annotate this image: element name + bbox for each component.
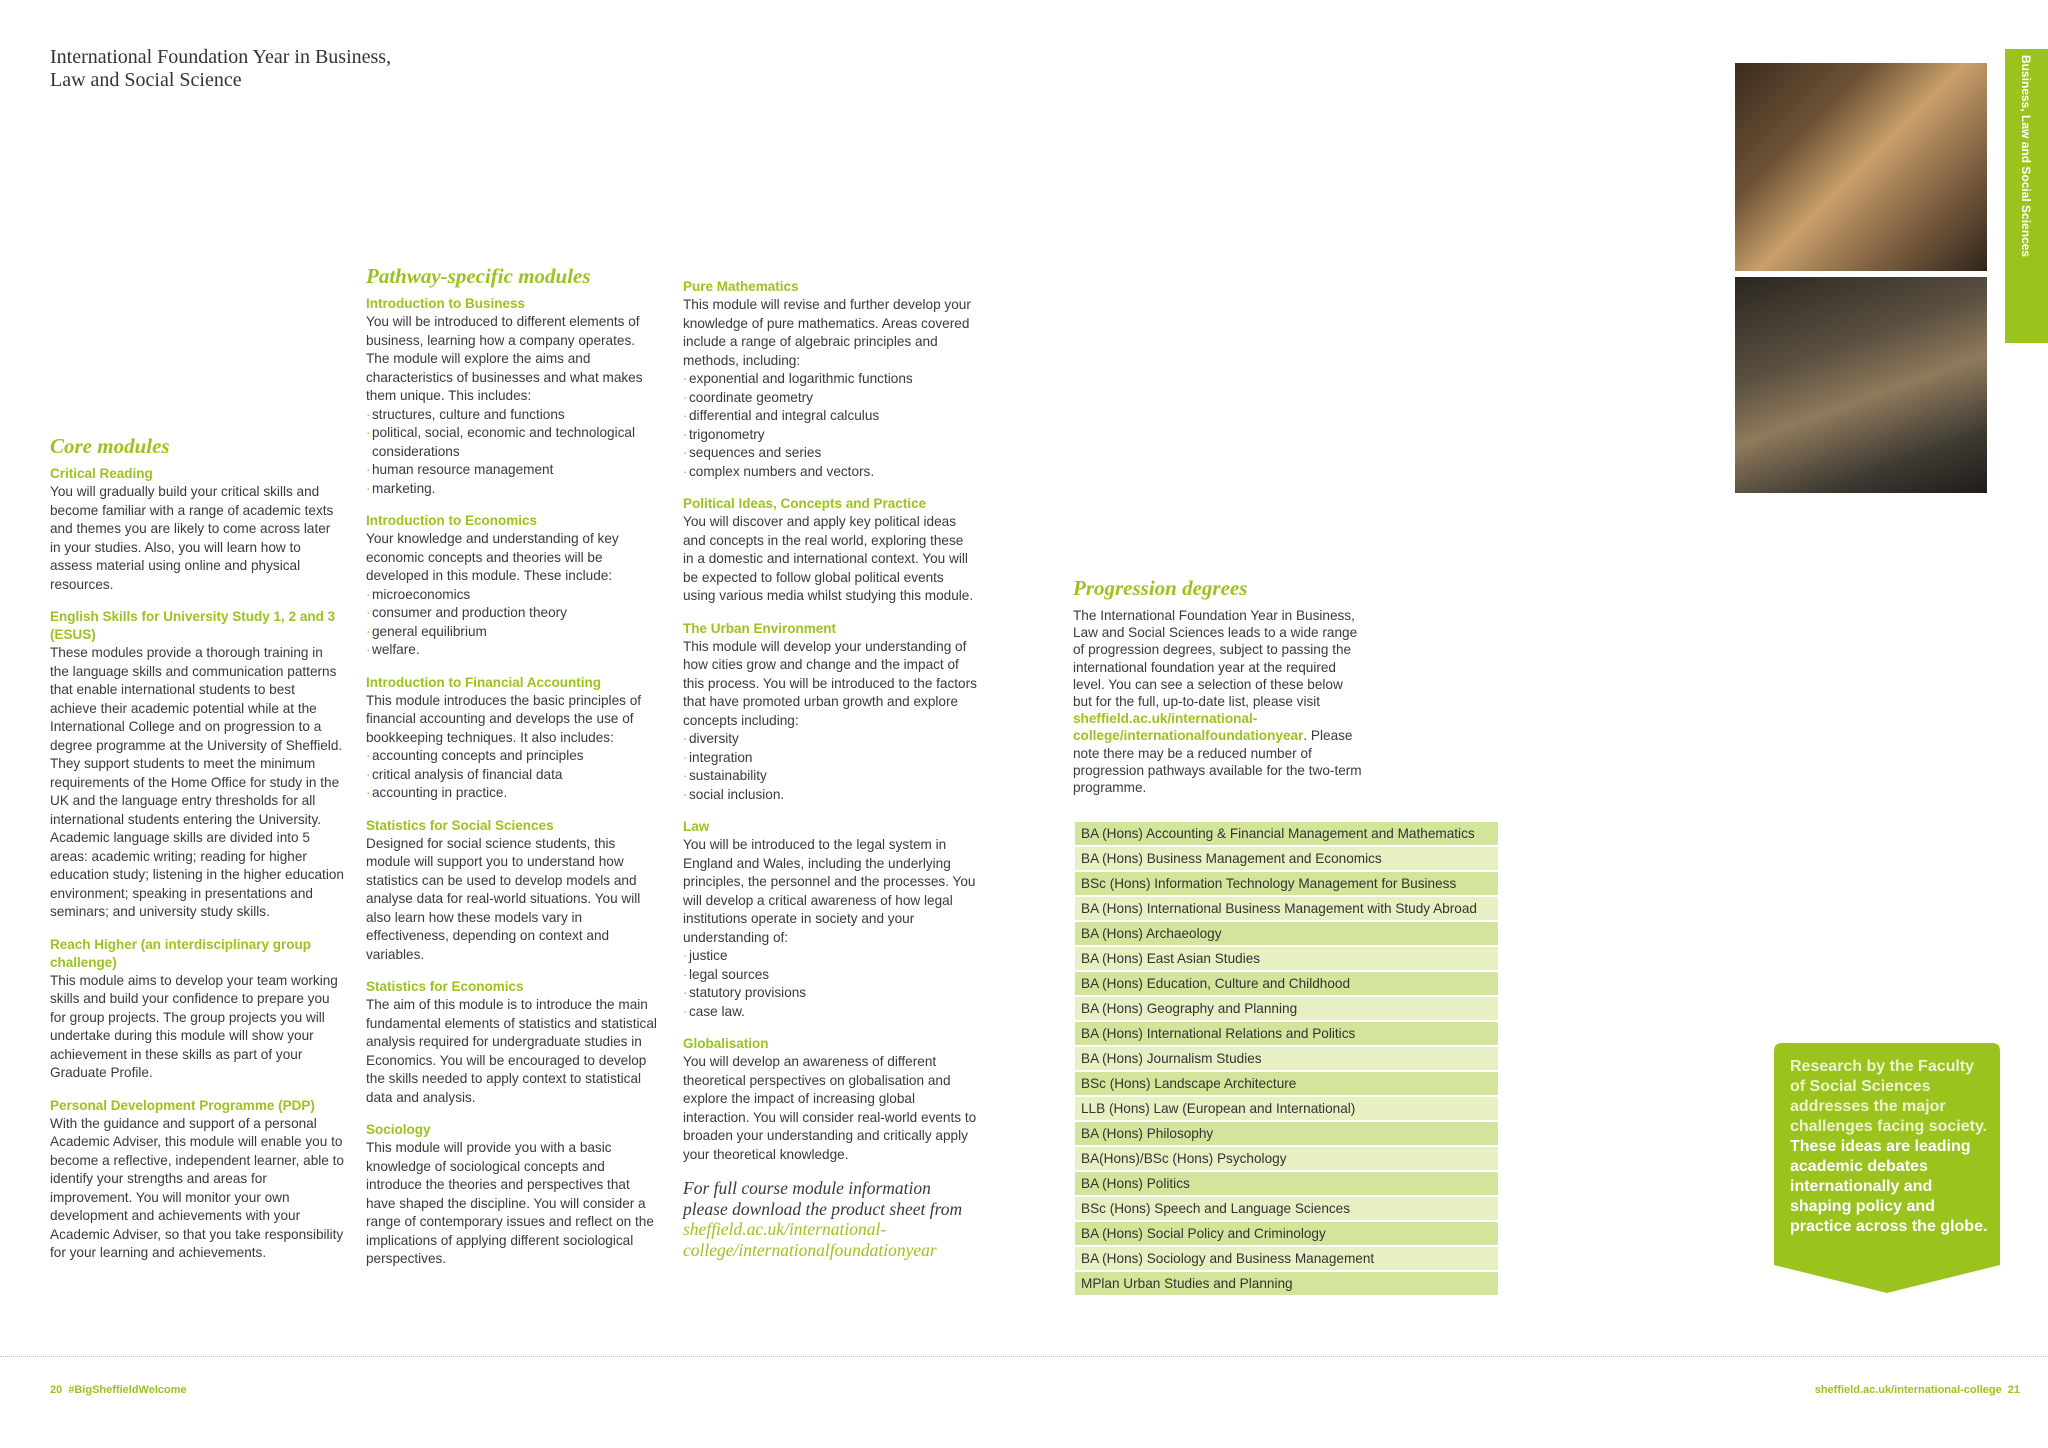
module-title: Reach Higher (an interdisciplinary group challenge) — [50, 936, 312, 970]
research-quote-part1: Research by the Faculty of Social Sciences addresses the major challenges facing society. — [1790, 1058, 1988, 1135]
module-description: You will discover and apply key political ideas and concepts in the real world, exploring these in a domestic and international context. You will be expected to follow global political events using various media whilst studying this module. — [683, 514, 974, 603]
module-description: These modules provide a thorough training in the language skills and communication patterns that enable international students to best achieve their academic potential while at the International College and on progression to a degree programme at the University of Sheffield. They support students to meet the minimum requirements of the Home Office for study in the UK and the language entry thresholds for all international students entering the University. Academic language skills are divided into 5 areas: academic writing; reading for higher education study; listening in the higher education environment; speaking in presentations and seminars; and university study skills. — [50, 645, 344, 919]
module-description: You will gradually build your critical skills and become familiar with a range of academic texts and themes you are likely to come across later in your studies. Also, you will learn how to assess material using online and physical resources. — [50, 484, 334, 592]
module-bullet: · microeconomics — [372, 586, 660, 605]
module-bullet: · general equilibrium — [372, 623, 660, 642]
pathway-modules-list — [366, 295, 660, 1269]
module-description: You will be introduced to different elements of business, learning how a company operates. The module will explore the aims and characteristics of businesses and what makes them unique. This includes: — [366, 314, 643, 403]
module-title: Sociology — [366, 1122, 431, 1137]
full-course-info-note — [683, 1178, 977, 1260]
degree-row: BSc (Hons) Landscape Architecture — [1075, 1072, 1498, 1095]
document-title: International Foundation Year in Business, Law and Social Science — [50, 46, 392, 91]
degree-row: BA (Hons) Accounting & Financial Management and Mathematics — [1075, 822, 1498, 845]
module-bullet: · justice — [689, 947, 977, 966]
progression-intro — [1073, 607, 1363, 796]
module-description: With the guidance and support of a personal Academic Adviser, this module will enable you to become a reflective, independent learner, able to identify your strengths and areas for improvement. You will monitor your own development and achievements with your Academic Adviser, so that you take responsibility for your learning and achievements. — [50, 1115, 344, 1260]
footer-url[interactable]: sheffield.ac.uk/international-college — [1814, 1384, 2002, 1396]
pathway-modules-heading: Pathway-specific modules — [366, 264, 591, 288]
pathway-modules-column-2 — [683, 278, 977, 1260]
module-title: Introduction to Economics — [366, 513, 537, 528]
module-bullet: · accounting in practice. — [372, 784, 660, 803]
student-studying-photo — [1735, 277, 1987, 493]
module-title: Statistics for Social Sciences — [366, 817, 554, 833]
module-bullet: · trigonometry — [689, 426, 977, 445]
module-block — [683, 495, 977, 606]
right-page-number: 21 — [2007, 1384, 2020, 1396]
section-side-tab — [2005, 49, 2048, 343]
footer-left — [50, 1384, 193, 1396]
module-block — [50, 1097, 344, 1263]
progression-heading: Progression degrees — [1073, 576, 1248, 600]
degree-row: BA (Hons) Education, Culture and Childhood — [1075, 972, 1498, 995]
module-block — [50, 936, 344, 1083]
full-course-info-text: For full course module information please download the product sheet from — [683, 1178, 963, 1219]
module-block — [50, 465, 344, 594]
degree-row: BSc (Hons) Speech and Language Sciences — [1075, 1197, 1498, 1220]
module-block — [50, 608, 344, 922]
module-block — [366, 817, 660, 965]
core-modules-list — [50, 465, 344, 1263]
module-bullet: · exponential and logarithmic functions — [689, 370, 977, 389]
module-description: This module will revise and further develop your knowledge of pure mathematics. Areas covered include a range of algebraic principles and methods, including: — [683, 297, 971, 368]
module-description: This module introduces the basic principles of financial accounting and develops the use of bookkeeping techniques. It also includes: — [366, 692, 642, 745]
module-bullet: · complex numbers and vectors. — [689, 463, 977, 482]
degree-row: LLB (Hons) Law (European and International) — [1075, 1097, 1498, 1120]
module-bullet: · accounting concepts and principles — [372, 747, 660, 766]
module-description: Your knowledge and understanding of key economic concepts and theories will be developed in this module. These include: — [366, 531, 619, 583]
module-bullet: · sustainability — [689, 767, 977, 786]
degree-row: BA (Hons) Politics — [1075, 1172, 1498, 1195]
module-bullet: · consumer and production theory — [372, 604, 660, 623]
left-page-number: 20 — [50, 1384, 63, 1396]
module-block — [366, 512, 660, 660]
research-quote-text — [1790, 1057, 1990, 1237]
degree-row: BA(Hons)/BSc (Hons) Psychology — [1075, 1147, 1498, 1170]
footer-divider — [0, 1356, 2048, 1357]
module-description: This module will develop your understanding of how cities grow and change and the impact of this process. You will be introduced to the factors that have promoted urban growth and explore concepts including: — [683, 638, 977, 728]
degree-row: BA (Hons) Business Management and Economics — [1075, 847, 1498, 870]
footer-right — [1815, 1384, 2026, 1396]
module-title: Statistics for Economics — [366, 979, 524, 994]
degree-row: BA (Hons) Sociology and Business Management — [1075, 1247, 1498, 1270]
module-bullet: · human resource management — [372, 461, 660, 480]
module-title: Introduction to Business — [366, 296, 526, 311]
module-description: You will be introduced to the legal system in England and Wales, including the underlying principles, the personnel and the processes. You will develop a critical awareness of how legal institutions operate in society and your understanding of: — [683, 837, 976, 945]
module-bullet-list — [683, 947, 977, 1021]
module-description: This module aims to develop your team working skills and build your confidence to prepare you for group projects. The group projects you will undertake during this module will show your achievement in these skills as part of your Graduate Profile. — [50, 972, 338, 1080]
module-block — [366, 674, 660, 803]
module-title: Globalisation — [683, 1036, 769, 1051]
module-bullet-list — [683, 730, 977, 804]
progression-intro-link[interactable]: sheffield.ac.uk/international-college/internationalfoundationyear — [1073, 711, 1304, 744]
module-title: English Skills for University Study 1, 2 and 3 (ESUS) — [50, 609, 336, 642]
module-bullet: · social inclusion. — [689, 786, 977, 805]
module-bullet: · differential and integral calculus — [689, 407, 977, 426]
module-bullet: · marketing. — [372, 480, 660, 499]
full-course-info-link[interactable]: sheffield.ac.uk/international-college/internationalfoundationyear — [683, 1219, 937, 1260]
module-title: Law — [683, 819, 710, 834]
module-bullet-list — [683, 370, 977, 481]
degree-row: BA (Hons) Geography and Planning — [1075, 997, 1498, 1020]
module-block — [683, 620, 977, 805]
degree-row: BA (Hons) Archaeology — [1075, 922, 1498, 945]
module-bullet: · critical analysis of financial data — [372, 766, 660, 785]
pathway-modules-column — [366, 264, 660, 1283]
students-discussion-photo — [1735, 63, 1987, 271]
module-title: The Urban Environment — [683, 620, 837, 636]
module-bullet: · diversity — [689, 730, 977, 749]
module-bullet-list — [366, 747, 660, 803]
module-bullet: · statutory provisions — [689, 984, 977, 1003]
progression-intro-note: . Please note there may be a reduced number of progression pathways available for the two-term programme. — [1073, 728, 1362, 796]
module-block — [366, 978, 660, 1107]
module-bullet: · political, social, economic and technological considerations — [372, 424, 660, 461]
module-title: Pure Mathematics — [683, 279, 799, 294]
degree-row: BA (Hons) International Business Management with Study Abroad — [1075, 897, 1498, 920]
degree-row: BA (Hons) International Relations and Politics — [1075, 1022, 1498, 1045]
degree-row: BA (Hons) Social Policy and Criminology — [1075, 1222, 1498, 1245]
module-description: Designed for social science students, this module will support you to understand how statistics can be used to develop models and analyse data for real-world situations. You will also learn how these models vary in effectiveness, depending on context and variables. — [366, 835, 641, 962]
module-title: Political Ideas, Concepts and Practice — [683, 496, 927, 511]
module-bullet: · structures, culture and functions — [372, 406, 660, 425]
module-block — [366, 295, 660, 498]
module-title: Introduction to Financial Accounting — [366, 674, 601, 690]
pathway-modules-list-2 — [683, 278, 977, 1164]
degree-row: BSc (Hons) Information Technology Management for Business — [1075, 872, 1498, 895]
progression-degrees-list — [1075, 822, 1498, 1297]
module-block — [683, 818, 977, 1021]
module-bullet: · integration — [689, 749, 977, 768]
core-modules-column — [50, 434, 344, 1277]
module-block — [366, 1121, 660, 1269]
degree-row: BA (Hons) Journalism Studies — [1075, 1047, 1498, 1070]
research-quote-part2: These ideas are leading academic debates internationally and shaping policy and practice across the globe. — [1790, 1138, 1988, 1235]
module-bullet-list — [366, 406, 660, 499]
module-description: You will develop an awareness of different theoretical perspectives on globalisation and explore the impact of increasing global interaction. You will consider real-world events to broaden your understanding and critically apply your theoretical knowledge. — [683, 1054, 977, 1162]
progression-column — [1073, 576, 1363, 796]
section-side-tab-label: Business, Law and Social Sciences — [2019, 55, 2033, 258]
module-title: Personal Development Programme (PDP) — [50, 1097, 315, 1113]
module-block — [683, 278, 977, 481]
degree-row: BA (Hons) Philosophy — [1075, 1122, 1498, 1145]
module-bullet: · coordinate geometry — [689, 389, 977, 408]
degree-row: BA (Hons) East Asian Studies — [1075, 947, 1498, 970]
module-description: The aim of this module is to introduce the main fundamental elements of statistics and statistical analysis required for undergraduate studies in Economics. You will be encouraged to develop the skills needed to apply context to statistical data and analysis. — [366, 997, 657, 1105]
hashtag: #BigSheffieldWelcome — [68, 1384, 187, 1396]
module-description: This module will provide you with a basic knowledge of sociological concepts and introduce the theories and perspectives that have shaped the discipline. You will consider a range of contemporary issues and reflect on the implications of applying different sociological perspectives. — [366, 1140, 654, 1266]
progression-intro-text: The International Foundation Year in Business, Law and Social Sciences leads to a wide range of progression degrees, subject to passing the international foundation year at the required level. You can see a selection of these below but for the full, up-to-date list, please visit — [1073, 608, 1358, 710]
module-title: Critical Reading — [50, 466, 153, 481]
module-bullet: · welfare. — [372, 641, 660, 660]
core-modules-heading: Core modules — [50, 434, 170, 458]
module-bullet: · sequences and series — [689, 444, 977, 463]
module-bullet-list — [366, 586, 660, 660]
module-bullet: · case law. — [689, 1003, 977, 1022]
module-block — [683, 1035, 977, 1164]
module-bullet: · legal sources — [689, 966, 977, 985]
research-quote-box — [1774, 1043, 2000, 1293]
degree-row: MPlan Urban Studies and Planning — [1075, 1272, 1498, 1295]
